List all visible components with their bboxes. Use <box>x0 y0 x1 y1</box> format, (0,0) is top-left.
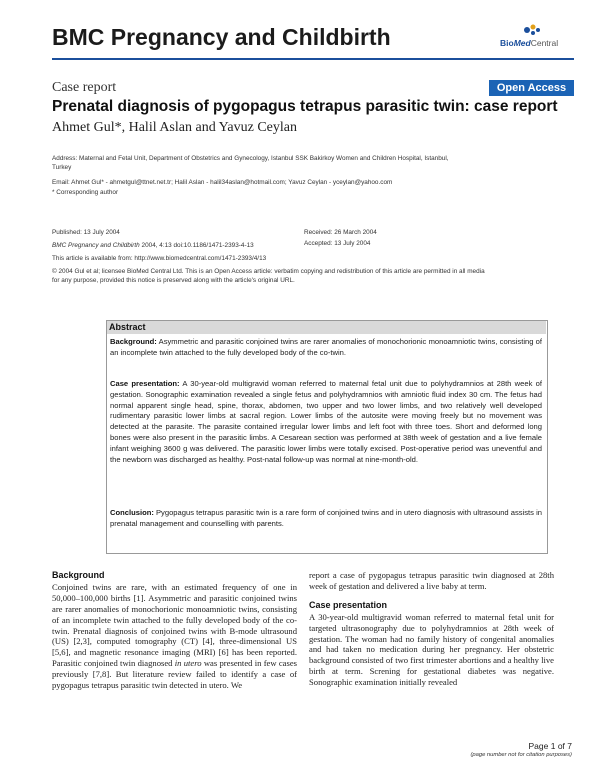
citation-journal: BMC Pregnancy and Childbirth <box>52 242 140 249</box>
available-url[interactable]: This article is available from: http://www.biomedcentral.com/1471-2393/4/13 <box>52 255 267 262</box>
body-left-column <box>52 570 297 691</box>
accepted-date: Accepted: 13 July 2004 <box>304 240 371 247</box>
abstract-conclusion-text: Pygopagus tetrapus parasitic twin is a rare form of conjoined twins and in utero diagnosis with ultrasound assists in prenatal management and counselling with parents. <box>110 508 542 528</box>
case-paragraph: A 30-year-old multigravid woman referred to maternal fetal unit for targeted ultrasonography due to polyhydramnios at 28th week of gestation. The woman had no family history of congenital anomalies and had taken no medication during her pregnancy. Her obstetric background consisted of two first trimester abortions and a healthy live birth at term. Screning for gestational diabetes was negative. Sonographic examination initially revealed <box>309 611 554 688</box>
page-number: Page 1 of 7 <box>528 741 572 751</box>
background-heading: Background <box>52 570 105 580</box>
header-rule <box>52 58 574 60</box>
received-date: Received: 26 March 2004 <box>304 229 377 236</box>
address-line-1: Address: Maternal and Fetal Unit, Department of Obstetrics and Gynecology, Istanbul SSK Bakirkoy Women and Children Hospital, Istanbul, <box>52 155 449 162</box>
body-right-column <box>309 570 554 688</box>
abstract-conclusion <box>110 508 542 530</box>
abstract-background-label: Background: <box>110 337 157 346</box>
abstract-background-text: Asymmetric and parasitic conjoined twins are rarer anomalies of monochorionic monoamniotic twins, consisting of an incomplete twin attached to the fully developed body of the co-twin. <box>110 337 542 357</box>
abstract-heading-bar <box>107 321 546 334</box>
abstract-background <box>110 337 542 359</box>
background-italic: in utero <box>174 658 202 669</box>
authors: Ahmet Gul*, Halil Aslan and Yavuz Ceylan <box>52 120 297 135</box>
abstract-case-text: A 30-year-old multigravid woman referred to maternal fetal unit due to polyhydramnios at 28th week of gestation. Sonographic examination revealed a single fetus and polyhydramnios with amniotic fluid index 30 cm. The fetus had normal apparent single head, spine, thorax, abdomen, two upper and two lower limbs, and two relatively well developed rudimentary parasitic lower limbs at sacral region. Lower limbs of the autosite were moving freely but no movement was detected at the parasite. The parasite contained irregular lower limbs and left foot with three toes. Short and deformed long bones were also present in the parasitic limbs. A Cesarean section was performed at 38th week of gestation and a live female infant weighing 3600 g was delivered. The parasitic lower limbs were totally excised. Post-operative period was uneventful and the newborn was discharged as healthy. Post-natal follow-up was normal at nine-month-old. <box>110 379 542 464</box>
address <box>52 155 552 173</box>
journal-title: BMC Pregnancy and Childbirth <box>52 24 391 50</box>
copyright-line-2: for any purpose, provided this notice is preserved along with the article's original URL. <box>52 277 295 284</box>
article-type: Case report <box>52 80 117 95</box>
case-heading: Case presentation <box>309 599 388 610</box>
abstract-case <box>110 379 542 465</box>
page-note: (page number not for citation purposes) <box>470 752 572 758</box>
right-paragraph-1: report a case of pygopagus tetrapus parasitic twin diagnosed at 28th week of gestation and delivered a live baby at term. <box>309 570 554 591</box>
corresponding-author: * Corresponding author <box>52 189 119 196</box>
abstract-conclusion-label: Conclusion: <box>110 508 154 517</box>
address-line-2: Turkey <box>52 163 72 171</box>
logo-central: Central <box>530 38 559 48</box>
abstract-heading: Abstract <box>109 322 146 332</box>
logo-med: Med <box>513 38 531 48</box>
open-access-badge[interactable]: Open Access <box>489 80 574 96</box>
email-line: Email: Ahmet Gul* - ahmetgul@ttnet.net.tr; Halil Aslan - halil34aslan@hotmail.com; Yavuz Ceylan - yceylan@yahoo.com <box>52 179 393 186</box>
logo-wordmark <box>500 38 558 48</box>
copyright-line-1: © 2004 Gul et al; licensee BioMed Central Ltd. This is an Open Access article: verbatim copying and redistribution of this article are permitted in all media <box>52 268 485 275</box>
abstract-case-label: Case presentation: <box>110 379 180 388</box>
published-date: Published: 13 July 2004 <box>52 229 120 236</box>
logo-bio: Bio <box>500 38 514 48</box>
citation <box>52 242 254 249</box>
citation-rest: 2004, 4:13 doi:10.1186/1471-2393-4-13 <box>139 242 254 249</box>
background-paragraph-end: was presented in few cases previously [7,8]. But literature review failed to identify a case of pygopagus tetrapus parasitic twin detected in utero. We <box>52 658 297 691</box>
background-paragraph: Conjoined twins are rare, with an estimated frequency of one in 50,000–100,000 births [1]. Asymmetric and parasitic conjoined twins are rarer anomalies of monochorionic monoamniotic twins, consisting of an incomplete twin attached to the fully developed body of the co-twin. Prenatal diagnosis of conjoined twins with B-mode ultrasound (US) [2,3], computed tomography (CT) [4], three-dimensional US [5,6], and magnetic resonance imaging (MRI) [6] has been reported. Parasitic conjoined twin diagnosed <box>52 581 297 669</box>
article-title: Prenatal diagnosis of pygopagus tetrapus parasitic twin: case report <box>52 98 558 115</box>
biomed-central-logo[interactable] <box>500 22 570 56</box>
